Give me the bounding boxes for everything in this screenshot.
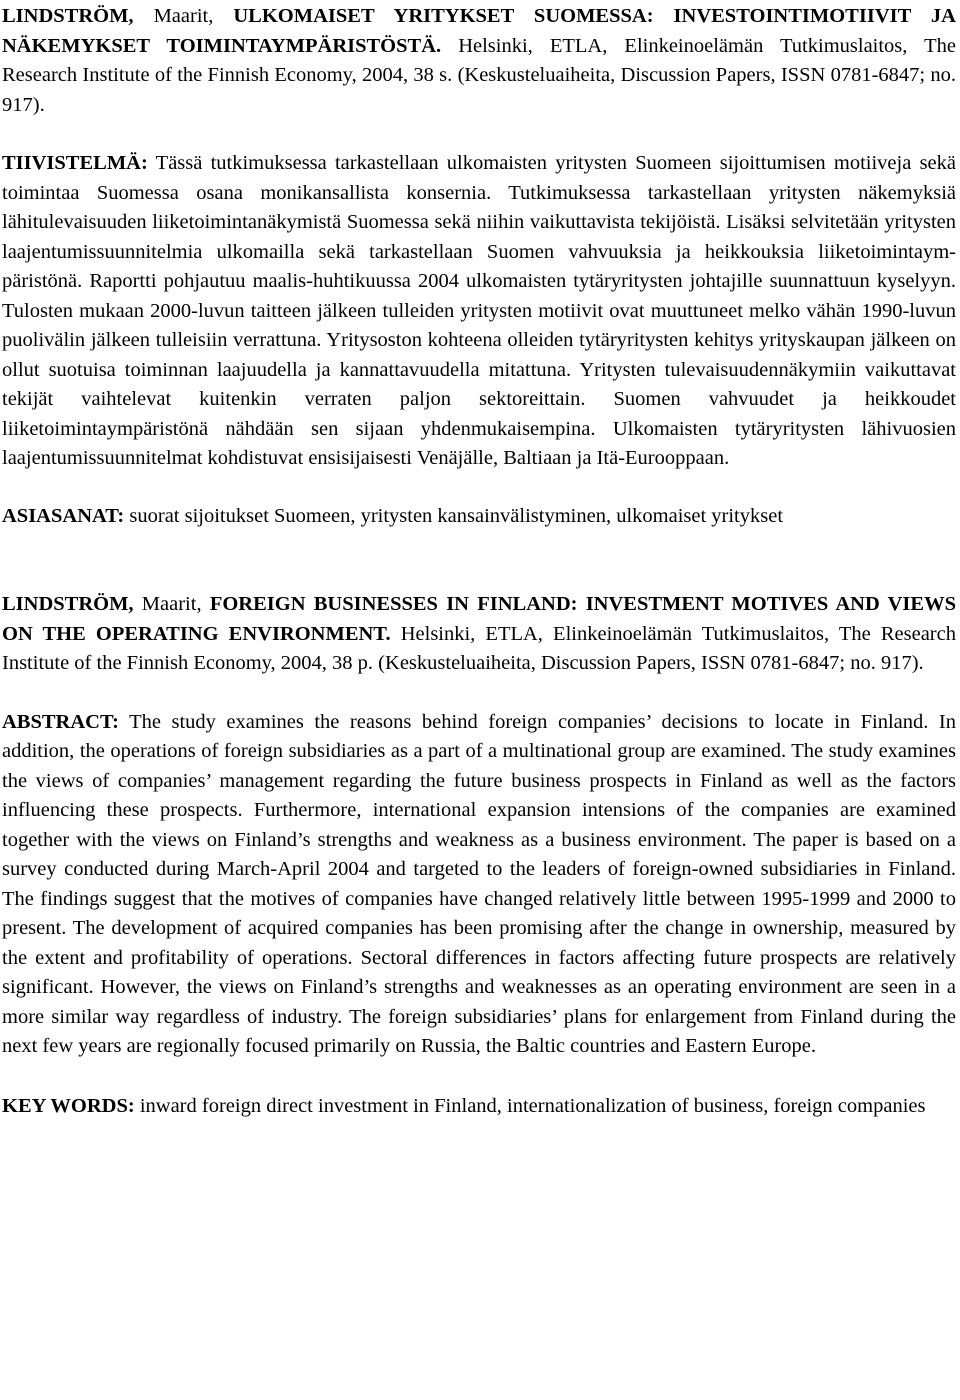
finnish-keywords-label: ASIASANAT: xyxy=(2,504,125,527)
finnish-citation-given-name: Maarit, xyxy=(133,5,234,27)
finnish-citation-title: ULKOMAISET YRITYKSET SUOMESSA: INVESTOINTIMOTIIVIT JA NÄKEMYKSET TOIMINTAYMPÄRISTÖSTÄ. xyxy=(2,5,956,57)
english-abstract xyxy=(2,708,956,1062)
finnish-citation-details: Helsinki, ETLA, Elinkeinoelämän Tutkimuslaitos, The Research Institute of the Finnish Economy, 2004, 38 s. (Keskusteluaiheita, Discussion Papers, ISSN 0781-6847; no. 917). xyxy=(2,34,956,116)
finnish-keywords-text: suorat sijoitukset Suomeen, yritysten kansainvälistyminen, ulkomaiset yritykset xyxy=(124,504,784,527)
english-citation-given-name: Maarit, xyxy=(133,593,210,615)
english-keywords-text: inward foreign direct investment in Finland, internationalization of business, foreign companies xyxy=(134,1094,926,1117)
english-keywords-label: KEY WORDS: xyxy=(2,1094,135,1117)
finnish-citation xyxy=(2,2,956,120)
finnish-citation-author: LINDSTRÖM, xyxy=(2,5,134,27)
finnish-keywords xyxy=(2,502,956,532)
english-keywords xyxy=(2,1092,956,1122)
english-abstract-text: The study examines the reasons behind foreign companies’ decisions to locate in Finland. In addition, the operations of foreign subsidiaries as a part of a multinational group are examined. The study examines the views of companies’ management regarding the future business prospects in Finland as well as the factors influencing these prospects. Furthermore, international expansion intensions of the companies are examined together with the views on Finland’s strengths and weakness as a business environment. The paper is based on a survey conducted during March-April 2004 and targeted to the leaders of foreign-owned subsidiaries in Finland. The findings suggest that the motives of companies have changed relatively little between 1995-1999 and 2000 to present. The development of acquired companies has been promising after the change in ownership, measured by the extent and profitability of operations. Sectoral differences in factors affecting future prospects are relatively significant. However, the views on Finland’s strengths and weaknesses as an operating environment are seen in a more similar way regardless of industry. The foreign subsidiaries’ plans for enlargement from Finland during the next few years are regionally focused primarily on Russia, the Baltic countries and Eastern Europe. xyxy=(2,710,956,1057)
english-citation xyxy=(2,590,956,679)
english-citation-details: Helsinki, ETLA, Elinkeinoelämän Tutkimuslaitos, The Research Institute of the Finnish Economy, 2004, 38 p. (Keskusteluaiheita, Discussion Papers, ISSN 0781-6847; no. 917). xyxy=(2,622,956,674)
finnish-abstract-label: TIIVISTELMÄ: xyxy=(2,152,148,174)
english-citation-author: LINDSTRÖM, xyxy=(2,593,134,615)
english-citation-title: FOREIGN BUSINESSES IN FINLAND: INVESTMENT MOTIVES AND VIEWS ON THE OPERATING ENVIRONMENT. xyxy=(2,593,956,645)
english-abstract-label: ABSTRACT: xyxy=(2,710,119,733)
finnish-abstract xyxy=(2,149,956,474)
finnish-abstract-text: Tässä tutkimuksessa tarkastellaan ulkomaisten yritysten Suomeen sijoittumisen motiiveja sekä toimintaa Suomessa osana monikansallista konsernia. Tutkimuksessa tarkastellaan yritysten näkemyksiä lähitulevaisuuden liiketoimintanäkymistä Suomessa sekä niihin vaikuttavista tekijöistä. Lisäksi selvitetään yritysten laajentumissuunnitelmia ulkomailla sekä tarkastellaan Suomen vahvuuksia ja heikkouksia liiketoimintaympäristönä. Raportti pohjautuu maalis-huhtikuussa 2004 ulkomaisten tytäryritysten johtajille suunnattuun kyselyyn. Tulosten mukaan 2000-luvun taitteen jälkeen tulleiden yritysten motiivit ovat muuttuneet melko vähän 1990-luvun puolivälin jälkeen tulleisiin verrattuna. Yritysoston kohteena olleiden tytäryritysten kehitys yrityskaupan jälkeen on ollut suotuisa toiminnan laajuudella ja kannattavuudella mitattuna. Yritysten tulevaisuudennäkymiin vaikuttavat tekijät vaihtelevat kuitenkin verraten paljon sektoreittain. Suomen vahvuudet ja heikkoudet liiketoimintaympäristönä nähdään sen sijaan yhdenmukaisempina. Ulkomaisten tytäryritysten lähivuosien laajentumissuunnitelmat kohdistuvat ensisijaisesti Venäjälle, Baltiaan ja Itä-Eurooppaan. xyxy=(2,152,956,469)
